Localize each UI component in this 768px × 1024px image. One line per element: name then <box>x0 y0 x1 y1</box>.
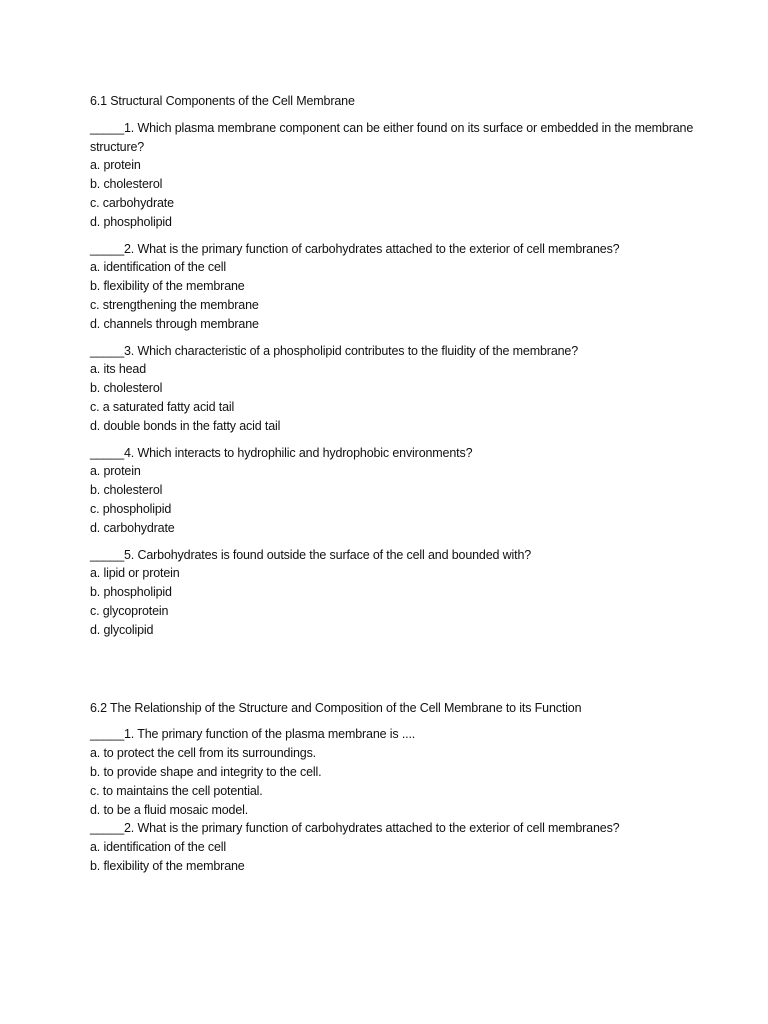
answer-option: c. glycoprotein <box>90 603 169 618</box>
section-spacer <box>90 640 730 699</box>
answer-option: a. to protect the cell from its surroundings. <box>90 746 316 761</box>
answer-option: a. protein <box>90 464 141 479</box>
answer-option: a. identification of the cell <box>90 260 227 275</box>
section-6-1 <box>90 92 730 640</box>
question-stem: _____2. What is the primary function of carbohydrates attached to the exterior of cell membranes? <box>90 821 620 836</box>
answer-option: b. flexibility of the membrane <box>90 279 245 294</box>
question-stem: _____1. Which plasma membrane component can be either found on its surface or embedded in the membrane structure? <box>90 120 694 154</box>
answer-option: d. double bonds in the fatty acid tail <box>90 418 281 433</box>
answer-option: c. to maintains the cell potential. <box>90 783 263 798</box>
answer-option: a. protein <box>90 158 141 173</box>
question-item <box>90 444 730 538</box>
question-item <box>90 342 730 436</box>
question-item <box>90 725 730 819</box>
answer-option: c. strengthening the membrane <box>90 297 259 312</box>
answer-option: b. to provide shape and integrity to the cell. <box>90 764 322 779</box>
answer-option: a. lipid or protein <box>90 566 180 581</box>
answer-option: b. cholesterol <box>90 381 163 396</box>
answer-option: d. phospholipid <box>90 214 172 229</box>
answer-option: b. cholesterol <box>90 483 163 498</box>
answer-option: d. glycolipid <box>90 622 154 637</box>
question-stem: _____1. The primary function of the plasma membrane is .... <box>90 727 416 742</box>
answer-option: c. carbohydrate <box>90 195 174 210</box>
answer-option: d. channels through membrane <box>90 316 259 331</box>
section-heading: 6.2 The Relationship of the Structure and Composition of the Cell Membrane to its Function <box>90 700 582 715</box>
answer-option: a. its head <box>90 362 147 377</box>
answer-option: d. to be a fluid mosaic model. <box>90 802 249 817</box>
answer-option: b. flexibility of the membrane <box>90 858 245 873</box>
answer-option: d. carbohydrate <box>90 520 175 535</box>
worksheet-page <box>90 92 730 876</box>
question-item <box>90 240 730 334</box>
answer-option: c. a saturated fatty acid tail <box>90 399 235 414</box>
answer-option: a. identification of the cell <box>90 840 227 855</box>
answer-option: b. cholesterol <box>90 177 163 192</box>
section-6-2 <box>90 699 730 876</box>
question-item <box>90 819 730 875</box>
question-item <box>90 119 730 232</box>
answer-option: c. phospholipid <box>90 501 172 516</box>
question-stem: _____2. What is the primary function of carbohydrates attached to the exterior of cell membranes? <box>90 241 620 256</box>
section-heading: 6.1 Structural Components of the Cell Membrane <box>90 94 355 108</box>
question-stem: _____5. Carbohydrates is found outside the surface of the cell and bounded with? <box>90 547 532 562</box>
question-stem: _____4. Which interacts to hydrophilic and hydrophobic environments? <box>90 445 473 460</box>
answer-option: b. phospholipid <box>90 585 172 600</box>
question-stem: _____3. Which characteristic of a phospholipid contributes to the fluidity of the membrane? <box>90 343 579 358</box>
question-item <box>90 546 730 640</box>
